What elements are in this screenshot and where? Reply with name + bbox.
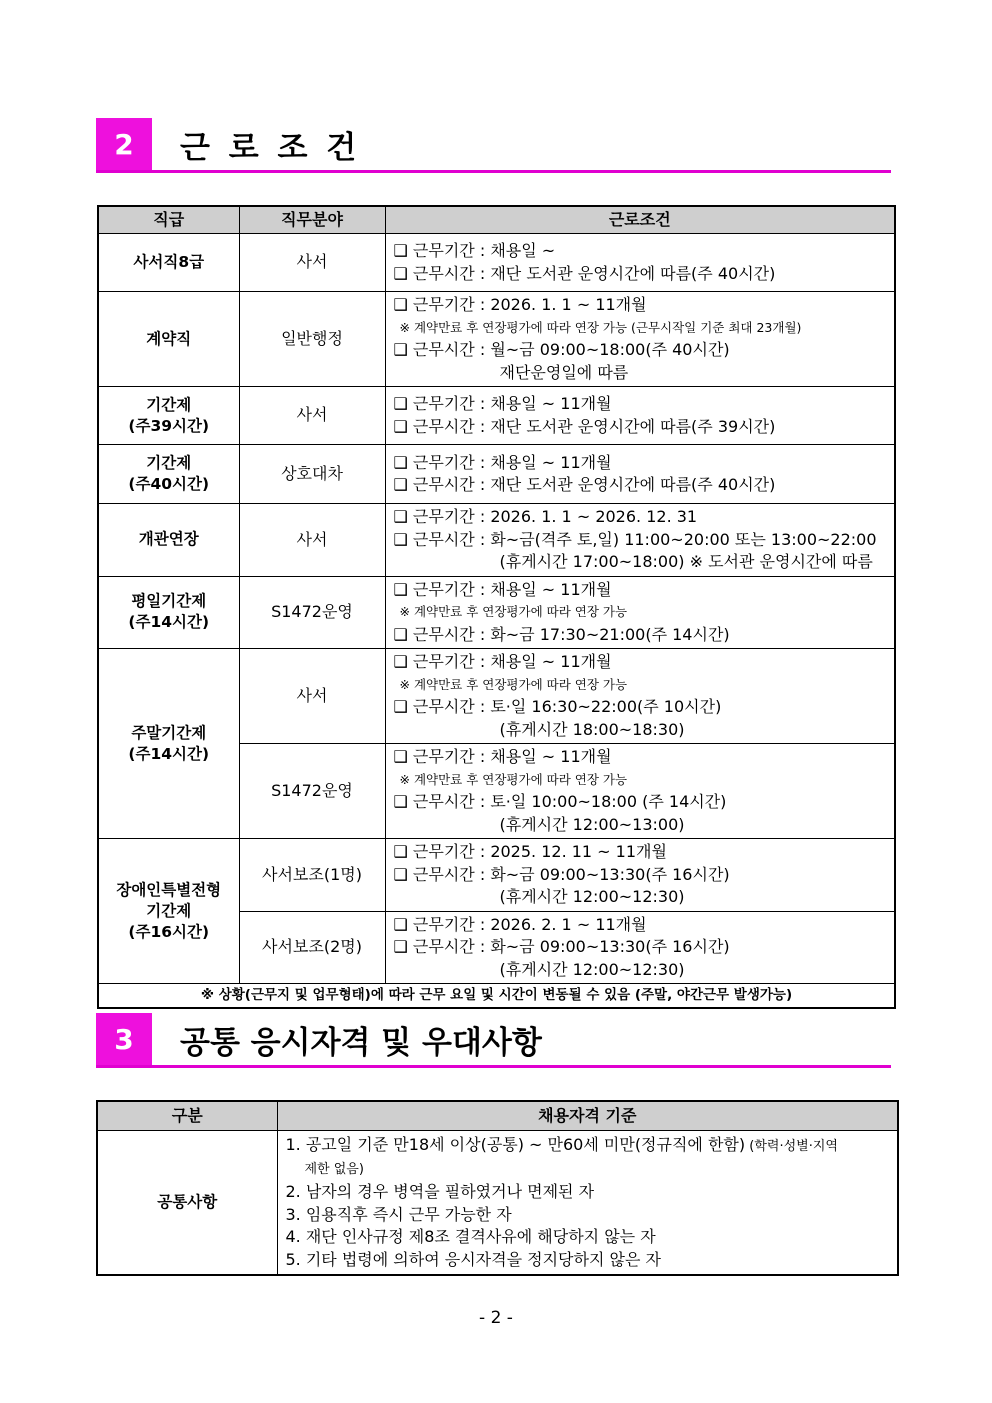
field-cell: 사서보조(2명) bbox=[239, 911, 385, 984]
condition-line: ❑ 근무기간 : 채용일 ~ 11개월 bbox=[393, 579, 612, 599]
conditions-cell bbox=[385, 234, 895, 292]
criteria-item: 5. 기타 법령에 의하여 응시자격을 정지당하지 않은 자 bbox=[285, 1249, 661, 1269]
grade-line: (주16시간) bbox=[128, 922, 210, 941]
conditions-cell bbox=[385, 839, 895, 912]
footnote: ※ 상황(근무지 및 업무형태)에 따라 근무 요일 및 시간이 변동될 수 있음 (주말, 야간근무 발생가능) bbox=[98, 984, 895, 1009]
grade-line: 장애인특별전형 bbox=[116, 880, 222, 899]
criteria-item-text: 1. 공고일 기준 만18세 이상(공통) ~ 만60세 미만(정규직에 한함) bbox=[285, 1135, 746, 1154]
condition-note: ※ 계약만료 후 연장평가에 따라 연장 가능 (근무시작일 기준 최대 23개월) bbox=[399, 319, 802, 335]
condition-line: ❑ 근무시간 : 월~금 09:00~18:00(주 40시간) bbox=[393, 340, 730, 359]
condition-line: (휴게시간 12:00~12:30) bbox=[499, 887, 685, 906]
condition-note: ※ 계약만료 후 연장평가에 따라 연장 가능 bbox=[399, 604, 628, 619]
conditions-cell bbox=[385, 292, 895, 387]
field-cell: 사서 bbox=[239, 649, 385, 744]
table-row bbox=[98, 387, 895, 445]
grade-line: 기간제 bbox=[146, 454, 192, 472]
condition-line: (휴게시간 12:00~13:00) bbox=[499, 814, 685, 834]
section-title: 근 로 조 건 bbox=[180, 130, 361, 166]
criteria-item: 2. 남자의 경우 병역을 필하였거나 면제된 자 bbox=[285, 1182, 595, 1201]
grade-cell: 계약직 bbox=[98, 292, 239, 387]
table-row bbox=[98, 839, 895, 912]
condition-line: ❑ 근무기간 : 2026. 1. 1 ~ 11개월 bbox=[393, 295, 647, 314]
section-2-header bbox=[96, 118, 891, 173]
condition-note: ※ 계약만료 후 연장평가에 따라 연장 가능 bbox=[399, 676, 628, 692]
field-cell: S1472운영 bbox=[239, 576, 385, 649]
grade-line: (주39시간) bbox=[128, 416, 210, 435]
footnote-row bbox=[98, 984, 895, 1009]
condition-line: ❑ 근무기간 : 채용일 ~ bbox=[393, 241, 556, 260]
conditions-cell bbox=[385, 576, 895, 649]
grade-line: (주40시간) bbox=[128, 475, 210, 493]
condition-line: ❑ 근무기간 : 채용일 ~ 11개월 bbox=[393, 452, 612, 472]
table-header-row bbox=[98, 206, 895, 234]
grade-line: (주14시간) bbox=[128, 744, 210, 763]
condition-note: ※ 계약만료 후 연장평가에 따라 연장 가능 bbox=[399, 771, 628, 787]
condition-line: ❑ 근무시간 : 화~금(격주 토,일) 11:00~20:00 또는 13:00~22:00 bbox=[393, 529, 877, 549]
condition-line: ❑ 근무시간 : 토·일 10:00~18:00 (주 14시간) bbox=[393, 792, 727, 811]
working-conditions-table bbox=[97, 205, 896, 1009]
page-number: - 2 - bbox=[479, 1308, 513, 1328]
grade-cell bbox=[98, 445, 239, 504]
conditions-cell bbox=[385, 744, 895, 839]
field-cell: 일반행정 bbox=[239, 292, 385, 387]
condition-line: ❑ 근무시간 : 재단 도서관 운영시간에 따름(주 39시간) bbox=[393, 416, 776, 436]
section-title: 공통 응시자격 및 우대사항 bbox=[180, 1025, 542, 1061]
table-row bbox=[98, 576, 895, 649]
condition-line: ❑ 근무기간 : 2026. 1. 1 ~ 2026. 12. 31 bbox=[393, 507, 698, 526]
category-cell: 공통사항 bbox=[97, 1131, 277, 1276]
condition-line: (휴게시간 12:00~12:30) bbox=[499, 959, 685, 979]
grade-cell: 사서직8급 bbox=[98, 234, 239, 292]
grade-cell bbox=[98, 649, 239, 839]
condition-line: 재단운영일에 따름 bbox=[499, 362, 629, 382]
condition-line: ❑ 근무시간 : 토·일 16:30~22:00(주 10시간) bbox=[393, 697, 722, 716]
field-cell: 상호대차 bbox=[239, 445, 385, 504]
condition-line: ❑ 근무기간 : 2026. 2. 1 ~ 11개월 bbox=[393, 914, 647, 934]
field-cell: 사서보조(1명) bbox=[239, 839, 385, 912]
condition-line: ❑ 근무기간 : 채용일 ~ 11개월 bbox=[393, 652, 612, 671]
field-cell: 사서 bbox=[239, 504, 385, 577]
section-3-header bbox=[96, 1013, 891, 1068]
criteria-item-note: (학력·성별·지역 bbox=[745, 1139, 838, 1154]
condition-line: ❑ 근무기간 : 2025. 12. 11 ~ 11개월 bbox=[393, 842, 667, 861]
field-cell: S1472운영 bbox=[239, 744, 385, 839]
conditions-cell bbox=[385, 504, 895, 577]
header-criteria: 채용자격 기준 bbox=[277, 1101, 898, 1131]
condition-line: ❑ 근무기간 : 채용일 ~ 11개월 bbox=[393, 747, 612, 766]
conditions-cell bbox=[385, 445, 895, 504]
condition-line: ❑ 근무시간 : 화~금 17:30~21:00(주 14시간) bbox=[393, 624, 730, 644]
grade-line: 평일기간제 bbox=[131, 592, 207, 611]
header-conditions: 근로조건 bbox=[385, 206, 895, 234]
header-grade: 직급 bbox=[98, 206, 239, 234]
header-field: 직무분야 bbox=[239, 206, 385, 234]
header-category: 구분 bbox=[97, 1101, 277, 1131]
grade-line: 기간제 bbox=[146, 395, 192, 414]
section-number: 2 bbox=[96, 118, 152, 170]
table-row bbox=[98, 234, 895, 292]
grade-line: 기간제 bbox=[146, 901, 192, 920]
grade-cell bbox=[98, 576, 239, 649]
table-row bbox=[98, 445, 895, 504]
criteria-cell bbox=[277, 1131, 898, 1276]
field-cell: 사서 bbox=[239, 387, 385, 445]
grade-cell bbox=[98, 839, 239, 984]
table-row bbox=[97, 1131, 898, 1276]
criteria-item bbox=[286, 1134, 898, 1159]
conditions-cell bbox=[385, 649, 895, 744]
criteria-item: 3. 임용직후 즉시 근무 가능한 자 bbox=[285, 1204, 512, 1224]
grade-line: 주말기간제 bbox=[131, 723, 207, 742]
table-row bbox=[98, 649, 895, 744]
grade-line: (주14시간) bbox=[128, 613, 210, 632]
conditions-cell bbox=[385, 387, 895, 445]
condition-line: ❑ 근무시간 : 화~금 09:00~13:30(주 16시간) bbox=[393, 937, 730, 956]
grade-cell bbox=[98, 387, 239, 445]
qualifications-table bbox=[96, 1100, 899, 1276]
condition-line: (휴게시간 18:00~18:30) bbox=[499, 719, 685, 739]
table-row bbox=[98, 504, 895, 577]
field-cell: 사서 bbox=[239, 234, 385, 292]
condition-line: ❑ 근무시간 : 재단 도서관 운영시간에 따름(주 40시간) bbox=[393, 475, 776, 494]
conditions-cell bbox=[385, 911, 895, 984]
table-row bbox=[98, 292, 895, 387]
criteria-item-note: 제한 없음) bbox=[304, 1161, 364, 1177]
condition-line: ❑ 근무기간 : 채용일 ~ 11개월 bbox=[393, 394, 612, 413]
table-header-row bbox=[97, 1101, 898, 1131]
condition-line: ❑ 근무시간 : 화~금 09:00~13:30(주 16시간) bbox=[393, 864, 730, 884]
section-number: 3 bbox=[96, 1013, 152, 1065]
criteria-item: 4. 재단 인사규정 제8조 결격사유에 해당하지 않는 자 bbox=[285, 1227, 656, 1246]
grade-cell: 개관연장 bbox=[98, 504, 239, 577]
condition-line: ❑ 근무시간 : 재단 도서관 운영시간에 따름(주 40시간) bbox=[393, 263, 776, 283]
condition-line: (휴게시간 17:00~18:00) ※ 도서관 운영시간에 따름 bbox=[499, 552, 873, 571]
